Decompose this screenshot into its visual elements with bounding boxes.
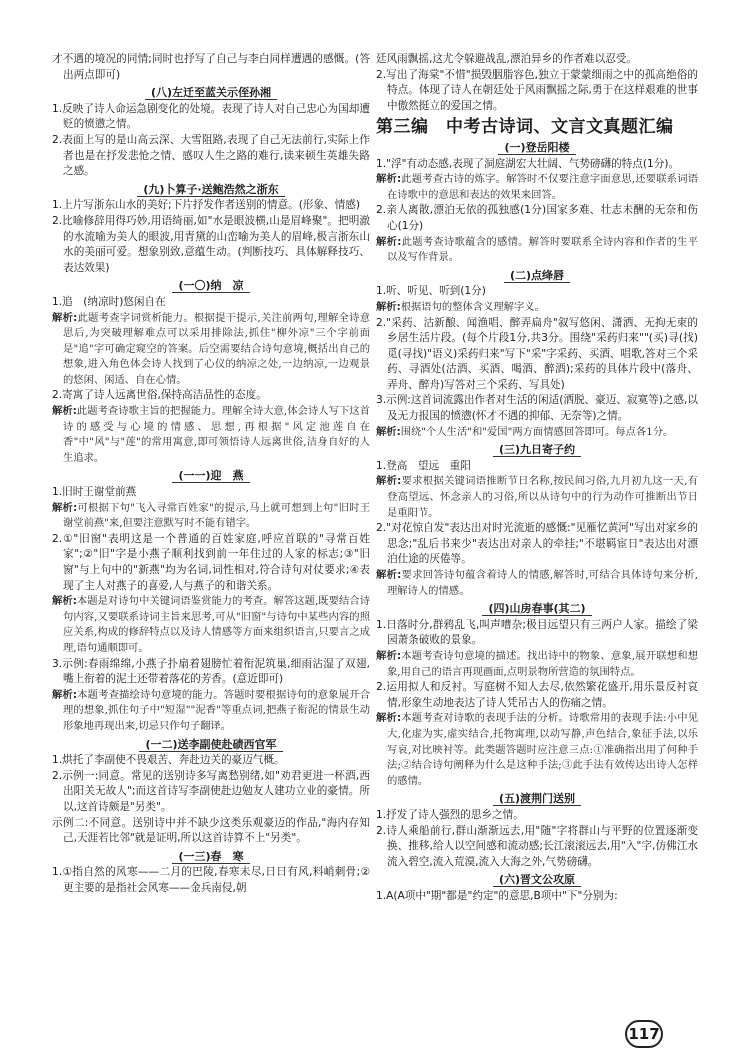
answer-analysis bbox=[376, 649, 698, 680]
analysis-text: 要求根据关键词语推断节日名称,按民间习俗,九月初九这一天,有登高望远、怀念亲人的习俗,所以从诗句中的行为动作可推断出节日是重阳节。 bbox=[387, 475, 698, 519]
page-number: 117 bbox=[625, 1020, 663, 1048]
section-title-text: (一二)送李副使赴碛西官军 bbox=[139, 738, 282, 752]
section-title bbox=[52, 849, 370, 865]
answer-paragraph: 2.①"旧窗"表明这是一个普通的百姓家庭,呼应首联的"寻常百姓家";②"旧"字是小燕子顺利找到前一年住过的人家的标志;③"旧窗"与上句中的"新燕"均为名词,词性相对,符合诗句对仗要求;④表现了主人对燕子的喜爱,人与燕子的和谐关系。 bbox=[52, 532, 370, 592]
answer-paragraph: 2.表面上写的是山高云深、大雪阻路,表现了自己无法前行,实际上作者也是在抒发悲怆之情、感叹人生之路的难行,读来顿生英雄失路之感。 bbox=[52, 133, 370, 178]
answer-paragraph: 1.听、听见、听到(1分) bbox=[376, 285, 486, 298]
answer-paragraph: 1.上片写浙东山水的美好;下片抒发作者送别的情意。(形象、情感) bbox=[52, 199, 360, 212]
left-column bbox=[52, 52, 370, 896]
analysis-label: 解析: bbox=[376, 569, 402, 581]
section-title-text: (一)登岳阳楼 bbox=[498, 141, 575, 155]
analysis-label: 解析: bbox=[52, 688, 78, 701]
analysis-label: 解析: bbox=[376, 425, 401, 438]
answer-paragraph: 2.示例一:同意。常见的送别诗多写离愁别绪,如"劝君更进一杯酒,西出阳关无故人";而这首诗写李副使赴边勉友人建功立业的豪情。所以,这首诗颇是"另类"。 bbox=[52, 769, 370, 813]
answer-paragraph: 2.亲人离散,漂泊无依的孤独感(1分)国家多难、壮志未酬的无奈和伤心(1分) bbox=[376, 204, 698, 232]
section-title bbox=[376, 872, 698, 888]
analysis-text: 此题考查诗歌蕴含的感情。解答时要联系全诗内容和作者的生平以及写作背景。 bbox=[387, 235, 698, 264]
answer-paragraph: 1.A(A项中"期"都是"约定"的意思,B项中"下"分别为: bbox=[376, 889, 618, 902]
answer-paragraph: 1.日落时分,群鸦乱飞,叫声嘈杂;极目远望只有三两户人家。描绘了梁园萧条破败的景象。 bbox=[376, 618, 698, 647]
answer-paragraph: 才不遇的境况的同情;同时也抒写了自己与李白同样遭遇的感慨。(答出两点即可) bbox=[52, 53, 370, 81]
analysis-text: 本题考查诗句意境的描述。找出诗中的物象、意象,展开联想和想象,用自己的语言再现画面,点明景物所营造的氛围特点。 bbox=[387, 649, 698, 678]
section-title bbox=[52, 182, 370, 198]
answer-paragraph: 1.反映了诗人命运急剧变化的处境。表现了诗人对自己忠心为国却遭贬的愤懑之情。 bbox=[52, 102, 370, 131]
answer-paragraph: 1.追 (纳凉时)悠闲自在 bbox=[52, 295, 166, 308]
answer-analysis bbox=[376, 474, 698, 521]
answer-analysis bbox=[52, 501, 370, 532]
section-title bbox=[376, 268, 698, 284]
section-title-text: (三)九日寄子约 bbox=[493, 443, 581, 457]
section-title bbox=[52, 85, 370, 101]
analysis-label: 解析: bbox=[376, 712, 402, 725]
answer-analysis bbox=[376, 172, 698, 203]
section-title bbox=[52, 468, 370, 484]
analysis-label: 解析: bbox=[52, 501, 78, 514]
answer-paragraph: 2.运用拟人和反衬。写庭树不知人去尽,依然繁花盛开,用乐景反衬哀情,形象生动地表达了诗人凭吊古人的伤痛之情。 bbox=[376, 681, 698, 709]
analysis-label: 解析: bbox=[52, 595, 77, 608]
answer-analysis bbox=[376, 425, 698, 441]
analysis-text: 此题考查诗歌主旨的把握能力。理解全诗大意,体会诗人写下这首诗的感受与心境的情感、思想,再根据"风定池莲自在香"中"风"与"莲"的常用寓意,即可领悟诗人远离世俗,洁身自好的人生追求。 bbox=[63, 405, 370, 464]
analysis-label: 解析: bbox=[376, 173, 402, 186]
answer-analysis bbox=[376, 568, 698, 599]
section-title-text: (一〇)纳 凉 bbox=[172, 279, 249, 293]
answer-paragraph: 3.示例:这首词流露出作者对生活的闲适(洒脱、豪迈、寂寞等)之感,以及无力报国的愤懑(怀才不遇的抑郁、无奈等)之情。 bbox=[376, 394, 698, 423]
answer-analysis bbox=[52, 404, 370, 466]
analysis-text: 根据语句的整体含义理解字义。 bbox=[400, 300, 545, 313]
section-title-text: (一一)迎 燕 bbox=[172, 469, 249, 483]
answer-paragraph: 1.烘托了李副使不畏艰苦、奔赴边关的豪迈气概。 bbox=[52, 754, 285, 767]
answer-paragraph: 1.登高 望远 重阳 bbox=[376, 459, 471, 472]
answer-paragraph: 2."对花惊自发"表达出对时光流逝的感慨:"见雁忆黄河"写出对家乡的思念;"乱后书来少"表达出对亲人的牵挂;"不堪羁宦日"表达出对漂泊仕途的厌倦等。 bbox=[376, 522, 698, 566]
analysis-label: 解析: bbox=[376, 649, 402, 662]
answer-paragraph: 示例二:不同意。送别诗中并不缺少这类乐观豪迈的作品,"海内存知己,天涯若比邻"就是证明,所以这首诗算不上"另类"。 bbox=[52, 816, 370, 845]
right-column bbox=[376, 52, 698, 904]
section-title-text: (二)点绛唇 bbox=[504, 269, 570, 283]
answer-analysis bbox=[376, 300, 698, 316]
analysis-text: 本题是对诗句中关键词语鉴赏能力的考查。解答这题,既要结合诗句内容,又要联系诗词主旨来思考,可从"旧窗"与诗句中某些内容的照应关系,构成的修辞特点以及诗人情感等方面来组织语言,只要言之成理,语句通顺即可。 bbox=[63, 595, 370, 654]
analysis-text: 可根据下句"飞入寻常百姓家"的提示,马上就可想到上句"旧时王谢堂前燕"来,但要注意默写时不能有错字。 bbox=[63, 501, 370, 530]
analysis-text: 此题考查字词赏析能力。根据提干提示,关注前两句,理解全诗意思后,为突破理解难点可以采用排除法,抓住"柳外凉"三个字前面是"追"字可确定窥空的答案。后空需要结合诗句意境,概括出自己的想象,进入角色体会诗人找到了心仪的纳凉之处,一边纳凉,一边观景的悠闲、闲适、自在心情。 bbox=[63, 311, 370, 386]
answer-analysis bbox=[52, 594, 370, 656]
section-title-text: (五)渡荆门送别 bbox=[493, 792, 581, 806]
analysis-text: 围绕"个人生活"和"爱国"两方面情感回答即可。每点各1分。 bbox=[400, 425, 674, 438]
answer-paragraph: 2.比喻修辞用得巧妙,用语绮丽,如"水是眼波横,山是眉峰聚"。把明澈的水流喻为美人的眼波,用青黛的山峦喻为美人的眉峰,极言浙东山水的美丽可爱。想象别致,意蕴生动。(判断技巧、具体解释技巧、表达效果) bbox=[52, 214, 370, 274]
answer-paragraph: 1.①指自然的风寒——二月的巴陵,春寒未尽,日日有风,料峭刺骨;②更主要的是指社会风寒——金兵南侵,朝 bbox=[52, 866, 370, 894]
answer-paragraph: 1.旧时王谢堂前燕 bbox=[52, 486, 137, 499]
section-title bbox=[52, 737, 370, 753]
section-title bbox=[52, 278, 370, 294]
analysis-text: 本题考查描绘诗句意境的能力。答题时要根据诗句的意象展开合理的想象,抓住句子中"短湿""泥香"等重点词,把燕子衔泥的情景生动形象地再现出来,切忌只作句子翻译。 bbox=[63, 688, 370, 732]
analysis-label: 解析: bbox=[376, 300, 401, 313]
analysis-label: 解析: bbox=[52, 405, 77, 418]
section-title-text: (八)左迁至蓝关示侄孙湘 bbox=[145, 86, 277, 100]
section-title-text: (六)晋文公攻原 bbox=[493, 873, 581, 887]
answer-paragraph: 2.诗人乘船前行,群山渐渐远去,用"随"字将群山与平野的位置逐渐变换、推移,给人以空间感和流动感;长江滚滚远去,用"入"字,仿佛江水流入碧空,流入荒漠,流入大海之外,气势磅礴。 bbox=[376, 824, 698, 868]
analysis-label: 解析: bbox=[376, 475, 402, 488]
section-title bbox=[376, 442, 698, 458]
section-title bbox=[376, 140, 698, 156]
part-heading: 第三编 中考古诗词、文言文真题汇编 bbox=[376, 117, 674, 138]
section-title-text: (九)卜算子·送鲍浩然之浙东 bbox=[137, 183, 284, 197]
answer-paragraph: 3.示例:春雨绵绵,小燕子扑扇着翅膀忙着衔泥筑巢,细雨沾湿了双翅,嘴上衔着的泥土还带着落花的芳香。(意近即可) bbox=[52, 657, 370, 686]
section-title-text: (一三)春 寒 bbox=[172, 850, 249, 864]
answer-paragraph: 2."采药、沽新酿、闻渔唱、醉弄扁舟"叙写悠闲、潇洒、无拘无束的乡居生活片段。(每个片段1分,共3分。围绕"采药归来""(买)寻(找)觅(寻找)"语义)采药归来"写下"采"字采药、买酒、唱歌,答对三个采药、寻酒处(沽酒、买酒、喝酒、醉酒);采药的具体片段中(落舟、弄舟、醉舟)写答对三个采药、写具处) bbox=[376, 316, 698, 391]
section-title bbox=[376, 791, 698, 807]
answer-analysis bbox=[376, 235, 698, 266]
analysis-text: 此题考查古诗的炼字。解答时不仅要注意字面意思,还要联系词语在诗歌中的意思和表达的效果来回答。 bbox=[387, 173, 698, 201]
answer-paragraph: 2.写出了海棠"不惜"损毁胭脂容色,独立于蒙蒙细雨之中的孤高绝俗的特点。体现了诗人在朝廷处于风雨飘摇之际,勇于在这样艰难的世事中傲然挺立的爱国之情。 bbox=[376, 68, 698, 112]
answer-analysis bbox=[52, 311, 370, 389]
answer-paragraph: 1."浮"有动态感,表现了洞庭湖宏大壮阔、气势磅礴的特点(1分)。 bbox=[376, 157, 680, 170]
analysis-text: 本题考查对诗歌的表现手法的分析。诗歌常用的表现手法:小中见大,化虚为实,虚实结合,托物寓理,以动写静,声色结合,象征手法,以乐写哀,对比映衬等。此类题答题时应注意三点:①准确指出用了何种手法;②结合诗句阐释为什么是这种手法;③此手法有效传达出诗人怎样的感情。 bbox=[387, 712, 699, 787]
analysis-label: 解析: bbox=[52, 311, 78, 324]
answer-analysis bbox=[52, 688, 370, 735]
section-title bbox=[376, 601, 698, 617]
section-title-text: (四)山房春事(其二) bbox=[482, 602, 591, 616]
answer-analysis bbox=[376, 711, 698, 789]
answer-paragraph: 廷风雨飘摇,这尤令躲避战乱,漂泊异乡的作者难以忍受。 bbox=[376, 53, 637, 65]
analysis-label: 解析: bbox=[376, 235, 402, 248]
answer-paragraph: 1.抒发了诗人强烈的思乡之情。 bbox=[376, 808, 524, 821]
answer-paragraph: 2.寄寓了诗人远离世俗,保持高洁品性的态度。 bbox=[52, 389, 267, 402]
analysis-text: 要求回答诗句蕴含着诗人的情感,解答时,可结合具体诗句来分析,理解诗人的情感。 bbox=[387, 569, 698, 597]
